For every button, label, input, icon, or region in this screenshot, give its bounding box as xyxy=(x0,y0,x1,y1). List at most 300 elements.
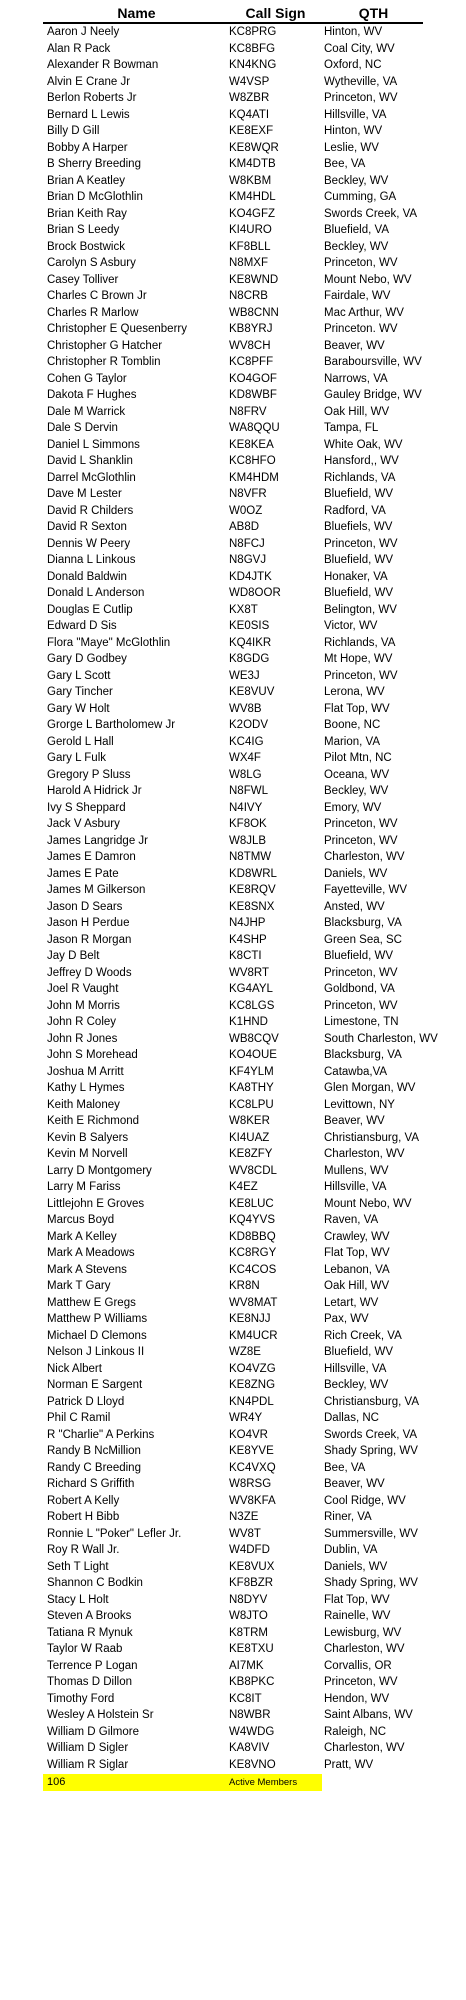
table-row xyxy=(43,519,423,536)
table-row xyxy=(43,602,423,619)
cell-name: Jay D Belt xyxy=(47,950,100,962)
cell-call-sign: KA8VIV xyxy=(229,1742,270,1754)
table-row xyxy=(43,569,423,586)
table-row xyxy=(43,189,423,206)
cell-name: Dale S Dervin xyxy=(47,422,118,434)
cell-qth: Narrows, VA xyxy=(324,372,388,385)
cell-qth: Mac Arthur, WV xyxy=(324,306,404,319)
cell-name: Daniel L Simmons xyxy=(47,438,140,451)
cell-qth: Riner, VA xyxy=(324,1511,372,1523)
cell-name: Aaron J Neely xyxy=(47,26,120,38)
table-row xyxy=(43,1229,423,1246)
cell-call-sign: W8RSG xyxy=(229,1478,272,1490)
cell-call-sign: KC8BFG xyxy=(229,42,276,55)
table-row xyxy=(43,57,423,74)
cell-call-sign: N8GVJ xyxy=(229,554,267,566)
cell-call-sign: W4WDG xyxy=(229,1725,275,1738)
cell-call-sign: KF8OK xyxy=(229,818,267,830)
cell-qth: Princeton, WV xyxy=(324,818,398,830)
cell-name: Seth T Light xyxy=(47,1560,109,1573)
cell-name: Roy R Wall Jr. xyxy=(47,1544,120,1556)
table-row xyxy=(43,305,423,322)
cell-qth: Oak Hill, WV xyxy=(324,1280,390,1292)
table-row xyxy=(43,866,423,883)
table-row xyxy=(43,1757,423,1774)
cell-call-sign: KE8RQV xyxy=(229,884,276,896)
cell-name: Jason D Sears xyxy=(47,900,123,913)
cell-name: Larry D Montgomery xyxy=(47,1164,152,1177)
cell-qth: Charleston, WV xyxy=(324,851,405,863)
cell-qth: Princeton, WV xyxy=(324,669,398,682)
cell-call-sign: K1HND xyxy=(229,1016,268,1028)
table-row xyxy=(43,1592,423,1609)
cell-name: Keith E Richmond xyxy=(47,1115,140,1127)
cell-call-sign: N8VFR xyxy=(229,488,267,500)
cell-call-sign: W4DFD xyxy=(229,1544,270,1556)
cell-name: Thomas D Dillon xyxy=(47,1676,132,1688)
cell-qth: Hendon, WV xyxy=(324,1692,390,1705)
table-row xyxy=(43,1658,423,1675)
table-row xyxy=(43,1130,423,1147)
cell-qth: Letart, WV xyxy=(324,1296,379,1309)
cell-qth: Mt Hope, WV xyxy=(324,653,393,665)
cell-call-sign: KI4URO xyxy=(229,224,272,236)
cell-call-sign: KB8PKC xyxy=(229,1676,275,1688)
cell-qth: Dublin, VA xyxy=(324,1544,378,1556)
cell-name: Robert H Bibb xyxy=(47,1511,120,1523)
cell-name: Mark A Kelley xyxy=(47,1230,117,1243)
table-row xyxy=(43,1377,423,1394)
cell-qth: Mount Nebo, WV xyxy=(324,273,412,286)
cell-qth: Ansted, WV xyxy=(324,900,385,913)
cell-name: Alexander R Bowman xyxy=(47,59,159,71)
cell-call-sign: WV8RT xyxy=(229,966,270,979)
cell-name: Joel R Vaught xyxy=(47,983,119,995)
cell-name: Christopher R Tomblin xyxy=(47,356,161,368)
cell-name: David R Childers xyxy=(47,504,134,517)
cell-qth: Pilot Mtn, NC xyxy=(324,752,392,764)
cell-call-sign: KC8RGY xyxy=(229,1247,277,1259)
cell-call-sign: N8TMW xyxy=(229,851,272,863)
table-row xyxy=(43,734,423,751)
cell-qth: Princeton, WV xyxy=(324,834,398,847)
table-row xyxy=(43,140,423,157)
cell-qth: Christiansburg, VA xyxy=(324,1395,420,1408)
table-row xyxy=(43,800,423,817)
cell-name: Mark A Stevens xyxy=(47,1263,127,1276)
cell-call-sign: N8CRB xyxy=(229,290,268,302)
cell-name: Gary D Godbey xyxy=(47,653,127,665)
cell-name: Terrence P Logan xyxy=(47,1659,138,1672)
cell-call-sign: KE8ZNG xyxy=(229,1379,276,1391)
cell-name: Edward D Sis xyxy=(47,620,117,632)
cell-name: William D Sigler xyxy=(47,1742,129,1754)
cell-name: William R Siglar xyxy=(47,1758,129,1771)
cell-call-sign: KE8KEA xyxy=(229,438,274,451)
cell-qth: Princeton, WV xyxy=(324,537,398,550)
cell-name: Matthew P Williams xyxy=(47,1313,148,1325)
cell-name: Stacy L Holt xyxy=(47,1593,109,1606)
table-row xyxy=(43,1509,423,1526)
cell-qth: Richlands, VA xyxy=(324,471,396,484)
cell-qth: Baraboursville, WV xyxy=(324,356,422,368)
cell-call-sign: KD8WBF xyxy=(229,389,277,401)
table-row xyxy=(43,503,423,520)
cell-call-sign: KO4VR xyxy=(229,1428,268,1441)
table-row xyxy=(43,1262,423,1279)
cell-name: Joshua M Arritt xyxy=(47,1065,124,1078)
cell-qth: Levittown, NY xyxy=(324,1098,395,1111)
cell-name: Douglas E Cutlip xyxy=(47,603,133,616)
cell-call-sign: KI4UAZ xyxy=(229,1131,270,1144)
cell-call-sign: KE8TXU xyxy=(229,1643,274,1655)
cell-qth: Boone, NC xyxy=(324,719,381,731)
cell-call-sign: KC8PFF xyxy=(229,356,274,368)
cell-name: Randy C Breeding xyxy=(47,1461,141,1474)
cell-call-sign: KR8N xyxy=(229,1280,260,1292)
table-row xyxy=(43,437,423,454)
cell-call-sign: WZ8E xyxy=(229,1346,261,1358)
table-row xyxy=(43,1064,423,1081)
member-count-footer xyxy=(43,1774,423,1791)
cell-call-sign: KC8IT xyxy=(229,1692,262,1705)
cell-qth: Bluefield, WV xyxy=(324,554,394,566)
table-row xyxy=(43,635,423,652)
cell-call-sign: KE8VNO xyxy=(229,1758,276,1771)
table-row xyxy=(43,965,423,982)
cell-name: David L Shanklin xyxy=(47,455,133,467)
cell-name: Billy D Gill xyxy=(47,125,100,137)
column-header-call-sign: Call Sign xyxy=(245,5,306,21)
cell-qth: Raleigh, NC xyxy=(324,1725,386,1738)
table-row xyxy=(43,90,423,107)
cell-name: Charles C Brown Jr xyxy=(47,290,147,302)
cell-qth: Marion, VA xyxy=(324,735,381,748)
table-row xyxy=(43,1295,423,1312)
cell-name: Michael D Clemons xyxy=(47,1329,147,1342)
cell-qth: Bee, VA xyxy=(324,1461,366,1474)
cell-qth: Hinton, WV xyxy=(324,125,383,137)
table-row xyxy=(43,74,423,91)
cell-call-sign: N8DYV xyxy=(229,1593,268,1606)
cell-qth: Beaver, WV xyxy=(324,1115,385,1127)
cell-call-sign: WX4F xyxy=(229,752,261,764)
member-roster-table xyxy=(43,4,438,1791)
table-row xyxy=(43,767,423,784)
cell-qth: Swords Creek, VA xyxy=(324,1428,418,1441)
cell-call-sign: W4VSP xyxy=(229,75,270,88)
cell-name: Grorge L Bartholomew Jr xyxy=(47,719,176,731)
table-row xyxy=(43,833,423,850)
cell-call-sign: K4SHP xyxy=(229,933,267,946)
cell-name: Tatiana R Mynuk xyxy=(47,1626,133,1639)
cell-call-sign: KE8SNX xyxy=(229,900,275,913)
cell-call-sign: KB8YRJ xyxy=(229,323,273,335)
cell-qth: Bee, VA xyxy=(324,158,366,170)
cell-call-sign: KE8VUX xyxy=(229,1560,275,1573)
cell-name: David R Sexton xyxy=(47,521,127,533)
cell-name: John M Morris xyxy=(47,999,120,1012)
cell-name: Patrick D Lloyd xyxy=(47,1395,125,1408)
table-row xyxy=(43,981,423,998)
cell-qth: Oak Hill, WV xyxy=(324,405,390,418)
cell-qth: Lewisburg, WV xyxy=(324,1626,402,1639)
cell-name: Dennis W Peery xyxy=(47,537,131,550)
footer-blank-cell xyxy=(322,1774,423,1791)
cell-name: Taylor W Raab xyxy=(47,1643,123,1655)
cell-name: Bernard L Lewis xyxy=(47,108,130,121)
table-row xyxy=(43,1031,438,1048)
cell-name: Jeffrey D Woods xyxy=(47,966,132,979)
table-row xyxy=(43,932,423,949)
cell-name: John S Morehead xyxy=(47,1049,138,1061)
cell-name: Keith Maloney xyxy=(47,1098,120,1111)
cell-qth: Rich Creek, VA xyxy=(324,1329,402,1342)
member-count: 106 xyxy=(47,1776,66,1788)
cell-call-sign: W8ZBR xyxy=(229,92,270,104)
cell-name: Nick Albert xyxy=(47,1362,102,1375)
cell-name: Carolyn S Asbury xyxy=(47,257,136,269)
cell-name: John R Coley xyxy=(47,1016,117,1028)
cell-qth: Princeton, WV xyxy=(324,1676,398,1688)
cell-call-sign: WV8KFA xyxy=(229,1494,276,1507)
cell-call-sign: KC8LGS xyxy=(229,999,275,1012)
cell-name: Jack V Asbury xyxy=(47,818,120,830)
cell-qth: Beaver, WV xyxy=(324,1478,385,1490)
table-row xyxy=(43,1641,423,1658)
cell-call-sign: AI7MK xyxy=(229,1659,264,1672)
table-row xyxy=(43,404,423,421)
cell-qth: Shady Spring, WV xyxy=(324,1445,418,1457)
table-row xyxy=(43,1608,423,1625)
cell-call-sign: N8FRV xyxy=(229,405,267,418)
table-row xyxy=(43,1361,423,1378)
cell-call-sign: W8JTO xyxy=(229,1610,268,1622)
cell-qth: Princeton. WV xyxy=(324,323,398,335)
cell-call-sign: KE8YVE xyxy=(229,1445,274,1457)
cell-call-sign: N4JHP xyxy=(229,917,266,929)
table-row xyxy=(43,1691,423,1708)
table-row xyxy=(43,1080,423,1097)
cell-qth: South Charleston, WV xyxy=(324,1032,438,1045)
cell-name: Alvin E Crane Jr xyxy=(47,75,131,88)
cell-name: Mark T Gary xyxy=(47,1280,111,1292)
table-row xyxy=(43,1146,423,1163)
column-header-qth: QTH xyxy=(358,5,389,21)
table-row xyxy=(43,486,423,503)
cell-qth: Beckley, WV xyxy=(324,785,389,797)
cell-name: Phil C Ramil xyxy=(47,1412,111,1424)
cell-qth: Raven, VA xyxy=(324,1214,379,1226)
cell-qth: Lebanon, VA xyxy=(324,1263,390,1276)
cell-name: Kevin M Norvell xyxy=(47,1148,128,1160)
cell-call-sign: WV8CDL xyxy=(229,1164,277,1177)
table-row xyxy=(43,338,423,355)
table-row xyxy=(43,816,423,833)
cell-call-sign: N8FCJ xyxy=(229,537,265,550)
cell-qth: Shady Spring, WV xyxy=(324,1577,418,1589)
cell-qth: Coal City, WV xyxy=(324,42,395,55)
cell-qth: Oceana, WV xyxy=(324,768,390,781)
cell-qth: Hillsville, VA xyxy=(324,108,387,121)
table-row xyxy=(43,272,423,289)
cell-name: Brock Bostwick xyxy=(47,240,125,253)
cell-qth: Green Sea, SC xyxy=(324,933,402,946)
cell-name: Brian Keith Ray xyxy=(47,207,127,220)
cell-call-sign: KE8EXF xyxy=(229,125,274,137)
table-row xyxy=(43,24,423,41)
cell-call-sign: KC8HFO xyxy=(229,455,276,467)
cell-qth: Bluefield, VA xyxy=(324,224,389,236)
cell-call-sign: KE8LUC xyxy=(229,1197,274,1210)
table-row xyxy=(43,552,423,569)
table-body xyxy=(43,24,438,1773)
table-row xyxy=(43,618,423,635)
member-count-label: Active Members xyxy=(229,1777,298,1788)
cell-call-sign: K2ODV xyxy=(229,719,268,731)
cell-qth: Goldbond, VA xyxy=(324,983,395,995)
cell-call-sign: K8GDG xyxy=(229,653,270,665)
cell-name: Charles R Marlow xyxy=(47,306,139,319)
cell-name: John R Jones xyxy=(47,1032,118,1045)
cell-call-sign: KN4PDL xyxy=(229,1395,274,1408)
cell-name: Brian A Keatley xyxy=(47,174,125,187)
cell-qth: Honaker, VA xyxy=(324,570,388,583)
cell-qth: Blacksburg, VA xyxy=(324,1049,402,1061)
cell-call-sign: WA8QQU xyxy=(229,422,280,434)
table-row xyxy=(43,453,423,470)
cell-name: Mark A Meadows xyxy=(47,1247,135,1259)
table-row xyxy=(43,1707,423,1724)
cell-name: Ivy S Sheppard xyxy=(47,801,126,814)
cell-qth: Beckley, WV xyxy=(324,174,389,187)
cell-name: Dale M Warrick xyxy=(47,405,126,418)
cell-call-sign: W0OZ xyxy=(229,504,263,517)
cell-call-sign: KM4HDM xyxy=(229,471,279,484)
cell-call-sign: K8TRM xyxy=(229,1626,268,1639)
cell-name: Brian D McGlothlin xyxy=(47,191,143,203)
cell-name: Darrel McGlothlin xyxy=(47,471,136,484)
cell-name: Brian S Leedy xyxy=(47,224,120,236)
cell-call-sign: N8FWL xyxy=(229,785,268,797)
cell-qth: Christiansburg, VA xyxy=(324,1131,420,1144)
cell-call-sign: WV8T xyxy=(229,1527,261,1540)
cell-name: Marcus Boyd xyxy=(47,1214,115,1226)
table-row xyxy=(43,371,423,388)
cell-call-sign: WV8MAT xyxy=(229,1296,278,1309)
table-row xyxy=(43,1674,423,1691)
cell-qth: Princeton, WV xyxy=(324,966,398,979)
cell-qth: Catawba,VA xyxy=(324,1065,388,1078)
cell-name: Kathy L Hymes xyxy=(47,1082,125,1094)
cell-qth: Glen Morgan, WV xyxy=(324,1082,416,1094)
cell-call-sign: KM4HDL xyxy=(229,191,276,203)
cell-qth: Bluefield, WV xyxy=(324,587,394,599)
table-row xyxy=(43,585,423,602)
cell-call-sign: KF4YLM xyxy=(229,1065,274,1078)
table-row xyxy=(43,1245,423,1262)
cell-qth: Fayetteville, WV xyxy=(324,884,408,896)
cell-call-sign: W8KBM xyxy=(229,174,272,187)
cell-name: Cohen G Taylor xyxy=(47,372,127,385)
cell-call-sign: WB8CQV xyxy=(229,1032,279,1045)
cell-qth: Mullens, WV xyxy=(324,1164,389,1177)
cell-name: James E Damron xyxy=(47,851,136,863)
table-row xyxy=(43,1097,423,1114)
cell-call-sign: KF8BZR xyxy=(229,1577,274,1589)
cell-qth: Emory, WV xyxy=(324,801,382,814)
cell-call-sign: KE8VUV xyxy=(229,686,275,698)
cell-qth: Oxford, NC xyxy=(324,59,382,71)
table-row xyxy=(43,882,423,899)
cell-name: Matthew E Gregs xyxy=(47,1296,136,1309)
table-row xyxy=(43,1163,423,1180)
table-row xyxy=(43,1427,423,1444)
column-header-name: Name xyxy=(117,5,156,21)
cell-qth: Wytheville, VA xyxy=(324,75,398,88)
cell-qth: Gauley Bridge, WV xyxy=(324,389,422,401)
table-row xyxy=(43,1724,423,1741)
table-row xyxy=(43,321,423,338)
cell-qth: Flat Top, WV xyxy=(324,702,390,715)
table-row xyxy=(43,1328,423,1345)
cell-call-sign: KC4IG xyxy=(229,735,264,748)
table-row xyxy=(43,387,423,404)
cell-call-sign: W8JLB xyxy=(229,834,267,847)
cell-call-sign: KE0SIS xyxy=(229,620,270,632)
cell-qth: Charleston, WV xyxy=(324,1742,405,1754)
cell-name: Berlon Roberts Jr xyxy=(47,92,137,104)
table-row xyxy=(43,651,423,668)
table-row xyxy=(43,915,423,932)
cell-name: Robert A Kelly xyxy=(47,1494,120,1507)
table-row xyxy=(43,1575,423,1592)
table-row xyxy=(43,173,423,190)
cell-call-sign: KX8T xyxy=(229,603,258,616)
table-row xyxy=(43,239,423,256)
cell-call-sign: KM4DTB xyxy=(229,158,276,170)
cell-name: Dianna L Linkous xyxy=(47,554,136,566)
cell-call-sign: KO4GOF xyxy=(229,372,277,385)
cell-qth: Swords Creek, VA xyxy=(324,207,418,220)
table-row xyxy=(43,354,423,371)
cell-call-sign: WE3J xyxy=(229,669,260,682)
table-row xyxy=(43,470,423,487)
cell-qth: Hinton, WV xyxy=(324,26,383,38)
cell-call-sign: KC8LPU xyxy=(229,1098,274,1111)
cell-qth: Cumming, GA xyxy=(324,191,397,203)
cell-qth: Beaver, WV xyxy=(324,339,385,352)
cell-call-sign: KO4GFZ xyxy=(229,207,276,220)
cell-name: Casey Tolliver xyxy=(47,273,119,286)
cell-call-sign: KN4KNG xyxy=(229,59,277,71)
cell-qth: Pax, WV xyxy=(324,1313,369,1325)
cell-qth: Lerona, WV xyxy=(324,686,385,698)
cell-qth: Pratt, WV xyxy=(324,1758,374,1771)
table-row xyxy=(43,1740,423,1757)
cell-call-sign: WD8OOR xyxy=(229,587,281,599)
cell-qth: Mount Nebo, WV xyxy=(324,1197,412,1210)
cell-call-sign: KQ4ATI xyxy=(229,108,270,121)
cell-call-sign: N8MXF xyxy=(229,257,268,269)
cell-name: Norman E Sargent xyxy=(47,1379,143,1391)
cell-name: William D Gilmore xyxy=(47,1725,139,1738)
cell-qth: Victor, WV xyxy=(324,620,378,632)
cell-call-sign: AB8D xyxy=(229,521,260,533)
cell-name: Gary L Scott xyxy=(47,669,111,682)
cell-qth: Daniels, WV xyxy=(324,1560,388,1573)
table-row xyxy=(43,1311,423,1328)
